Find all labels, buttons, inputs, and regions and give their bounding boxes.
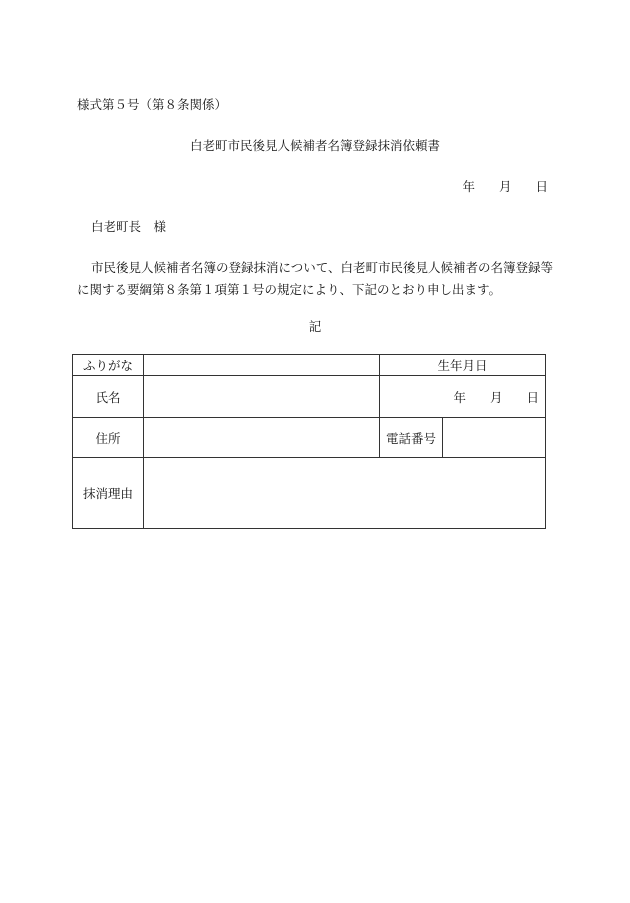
name-label: 氏名 [73, 376, 144, 418]
phone-field[interactable] [443, 418, 546, 458]
name-field[interactable] [144, 376, 380, 418]
date-year-label: 年 [462, 179, 475, 194]
addressee: 白老町長 様 [91, 219, 167, 234]
birthdate-field[interactable] [380, 376, 546, 418]
body-text-block [77, 257, 553, 301]
document-title: 白老町市民後見人候補者名簿登録抹消依頼書 [189, 138, 440, 153]
date-day-label: 日 [535, 179, 548, 194]
address-field[interactable] [144, 418, 380, 458]
phone-label: 電話番号 [380, 418, 443, 458]
birthdate-label: 生年月日 [380, 355, 546, 376]
name-row [73, 376, 546, 418]
date-month-label: 月 [498, 179, 512, 194]
birth-year-label: 年 [453, 389, 466, 405]
birth-month-label: 月 [489, 389, 503, 405]
address-label: 住所 [73, 418, 144, 458]
application-form-table [72, 354, 546, 529]
reason-field[interactable] [144, 458, 546, 529]
form-number: 様式第５号（第８条関係） [77, 97, 228, 112]
furigana-label: ふりがな [73, 355, 144, 376]
birth-day-label: 日 [526, 389, 540, 405]
submission-date [462, 177, 548, 195]
reason-row [73, 458, 546, 529]
furigana-field[interactable] [144, 355, 380, 376]
furigana-row [73, 355, 546, 376]
ki-heading: 記 [308, 319, 322, 334]
body-text: 市民後見人候補者名簿の登録抹消について、白老町市民後見人候補者の名簿登録等に関する要綱第８条第１項第１号の規定により、下記のとおり申し出ます。 [77, 260, 554, 297]
reason-label: 抹消理由 [73, 458, 144, 529]
address-row [73, 418, 546, 458]
